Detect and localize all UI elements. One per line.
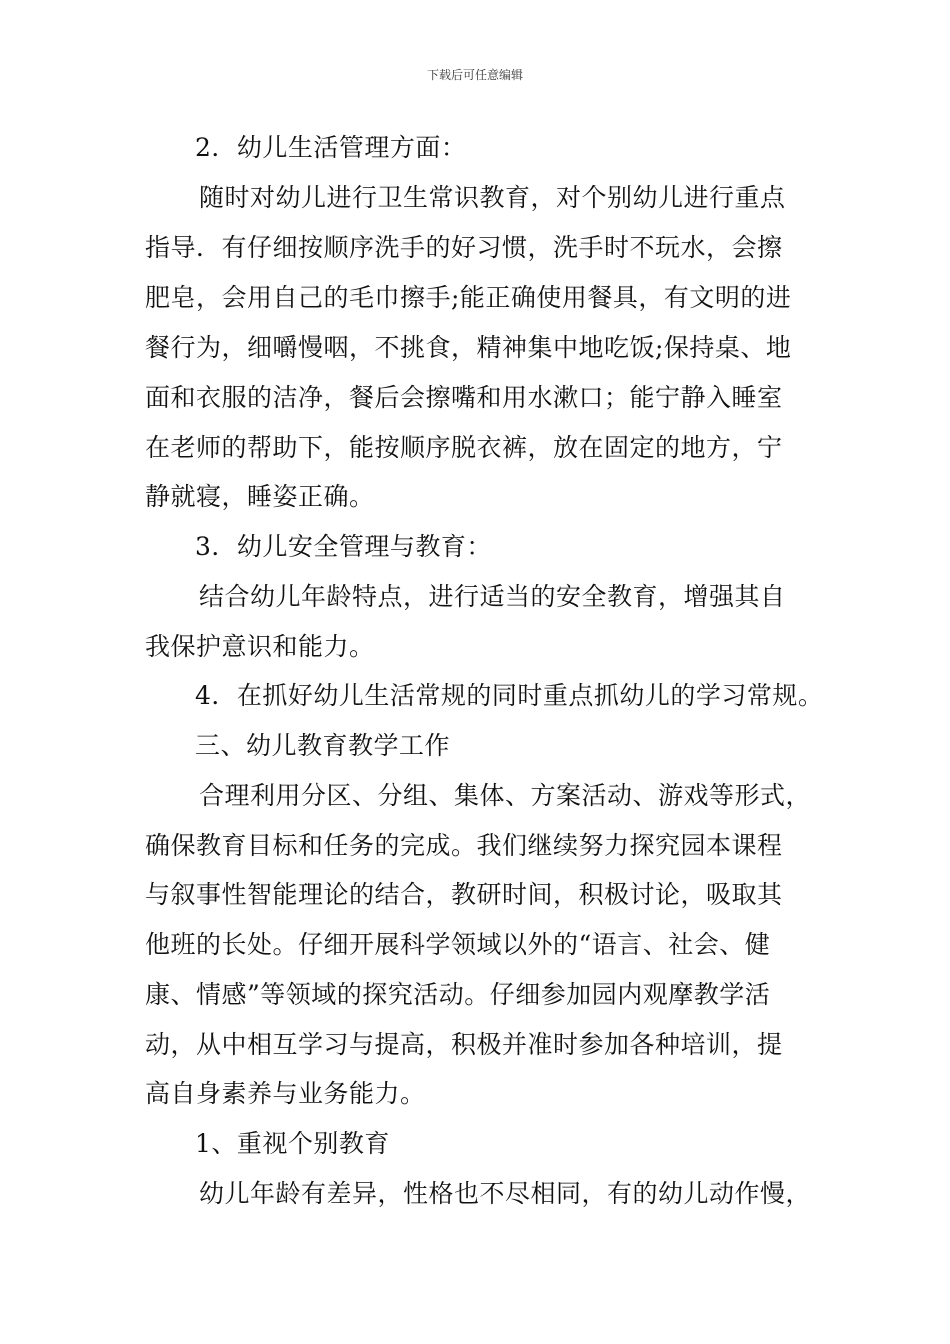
paragraph-line: 高自身素养与业务能力。 — [145, 1079, 426, 1108]
section-heading: 3．幼儿安全管理与教育： — [195, 532, 492, 561]
paragraph-line: 确保教育目标和任务的完成。我们继续努力探究园本课程 — [145, 831, 783, 860]
paragraph-line: 我保护意识和能力。 — [145, 632, 375, 661]
paragraph-line: 与叙事性智能理论的结合，教研时间，积极讨论，吸取其 — [145, 880, 783, 909]
paragraph-line: 餐行为，细嚼慢咽，不挑食，精神集中地吃饭;保持桌、地 — [145, 333, 792, 362]
paragraph-line: 随时对幼儿进行卫生常识教育，对个别幼儿进行重点 — [199, 183, 786, 212]
section-heading: 4．在抓好幼儿生活常规的同时重点抓幼儿的学习常规。 — [195, 681, 824, 710]
paragraph-line: 面和衣服的洁净，餐后会擦嘴和用水漱口；能宁静入睡室 — [145, 383, 783, 412]
paragraph-line: 结合幼儿年龄特点，进行适当的安全教育，增强其自 — [199, 582, 786, 611]
paragraph-line: 合理利用分区、分组、集体、方案活动、游戏等形式， — [199, 781, 812, 810]
paragraph-line: 指导．有仔细按顺序洗手的好习惯，洗手时不玩水，会擦 — [145, 233, 783, 262]
paragraph-line: 肥皂，会用自己的毛巾擦手;能正确使用餐具，有文明的进 — [145, 283, 792, 312]
paragraph-line: 静就寝，睡姿正确。 — [145, 482, 375, 511]
paragraph-line: 康、情感”等领域的探究活动。仔细参加园内观摩教学活 — [145, 980, 771, 1009]
section-heading: 2．幼儿生活管理方面： — [195, 133, 467, 162]
paragraph-line: 在老师的帮助下，能按顺序脱衣裤，放在固定的地方，宁 — [145, 433, 783, 462]
paragraph-line: 他班的长处。仔细开展科学领域以外的“语言、社会、健 — [145, 930, 771, 959]
section-heading: 1、重视个别教育 — [195, 1129, 390, 1158]
page-header: 下载后可任意编辑 — [426, 68, 523, 82]
section-heading: 三、幼儿教育教学工作 — [195, 731, 451, 760]
paragraph-line: 幼儿年龄有差异，性格也不尽相同，有的幼儿动作慢， — [199, 1179, 812, 1208]
paragraph-line: 动，从中相互学习与提高，积极并准时参加各种培训，提 — [145, 1030, 783, 1059]
